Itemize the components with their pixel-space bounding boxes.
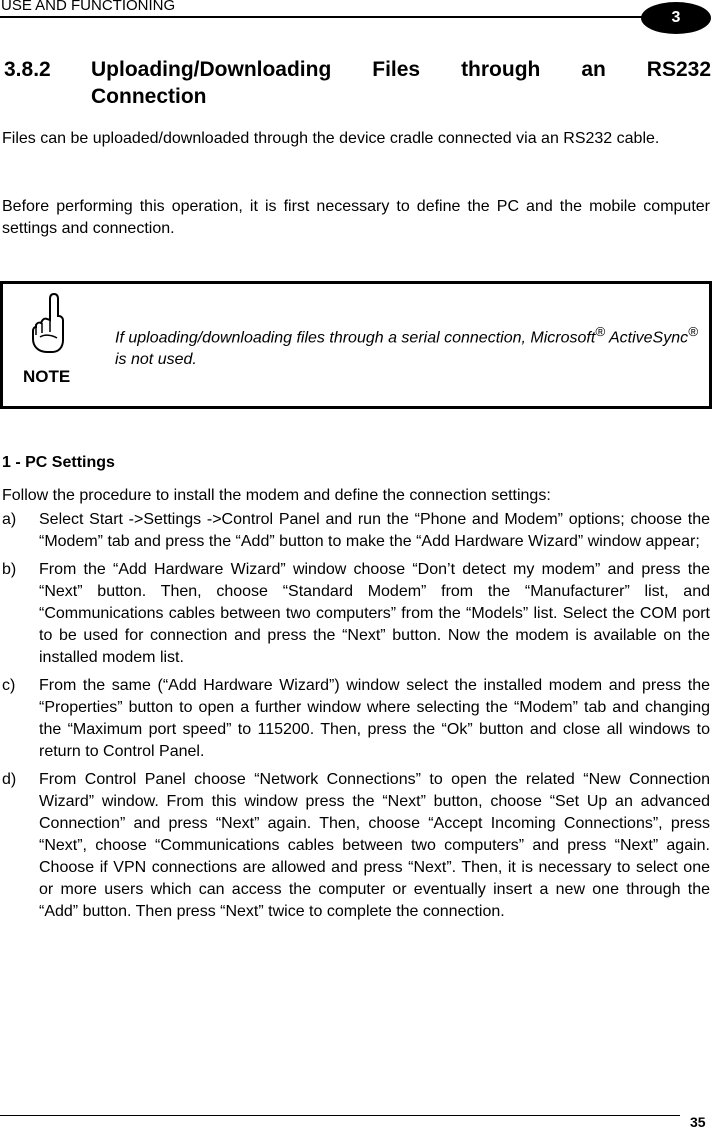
step-marker: d): [2, 771, 17, 788]
section-title: [91, 56, 711, 110]
hand-pointing-icon: [30, 292, 66, 354]
step-marker: a): [2, 511, 17, 528]
step-marker: b): [2, 561, 17, 578]
procedure-intro: Follow the procedure to install the modem and define the connection settings:: [2, 487, 551, 504]
note-text-part3: is not used.: [115, 351, 197, 369]
pc-settings-heading: 1 - PC Settings: [2, 454, 115, 471]
step-text: From Control Panel choose “Network Connections” to open the related “New Connection Wizard” window. From this window press the “Next” button, choose “Set Up an advanced Connection” and press “Next” again. Then, choose “Accept Incoming Connections”, press “Next”, choose “Communications cables between two computers” and press “Next” again. Choose if VPN connections are allowed and press “Next”. Then, it is necessary to select one or more users which can access the computer or eventually insert a new one through the “Add” button. Then press “Next” twice to complete the connection.: [39, 771, 710, 920]
header-label: USE AND FUNCTIONING: [1, 0, 176, 14]
note-label: NOTE: [23, 367, 71, 386]
section-title-line1: Uploading/Downloading Files through an RS232: [91, 58, 711, 81]
step-marker: c): [2, 677, 16, 694]
footer-rule: [0, 1115, 680, 1116]
step-text: From the same (“Add Hardware Wizard”) window select the installed modem and press the “Properties” button to open a further window where selecting the “Modem” tab and changing the “Maximum port speed” to 115200. Then, press the “Ok” button and close all windows to return to Control Panel.: [39, 677, 710, 760]
note-text: [115, 321, 700, 371]
intro-paragraph-1: Files can be uploaded/downloaded through the device cradle connected via an RS232 cable.: [2, 130, 660, 147]
list-item: [2, 559, 710, 669]
note-registered-mark-1: ®: [595, 324, 606, 339]
intro-paragraph-2: Before performing this operation, it is first necessary to define the PC and the mobile computer settings and connection.: [2, 198, 710, 237]
note-text-part1: If uploading/downloading files through a serial connection, Microsoft: [115, 329, 596, 347]
note-text-part2: ActiveSync: [608, 329, 689, 347]
chapter-badge: 3: [641, 2, 711, 34]
note-registered-mark-2: ®: [688, 324, 698, 339]
note-box: [0, 281, 712, 409]
page-number: 35: [690, 1114, 706, 1130]
step-text: From the “Add Hardware Wizard” window choose “Don’t detect my modem” and press the “Next” button. Then, choose “Standard Modem” from the “Manufacturer” list, and “Communications cables between two computers” from the “Models” list. Select the COM port to be used for connection and press the “Next” button. Now the modem is available on the installed modem list.: [39, 561, 710, 666]
procedure-list: [2, 485, 710, 929]
section-number: 3.8.2: [4, 58, 51, 81]
list-item: [2, 675, 710, 763]
page-header: [0, 0, 712, 40]
section-title-line2: Connection: [91, 85, 207, 108]
list-item: [2, 769, 710, 923]
header-rule: [0, 16, 650, 18]
step-text: Select Start ->Settings ->Control Panel and run the “Phone and Modem” options; choose the “Modem” tab and press the “Add” button to make the “Add Hardware Wizard” window appear;: [39, 511, 710, 550]
list-item: [2, 509, 710, 553]
